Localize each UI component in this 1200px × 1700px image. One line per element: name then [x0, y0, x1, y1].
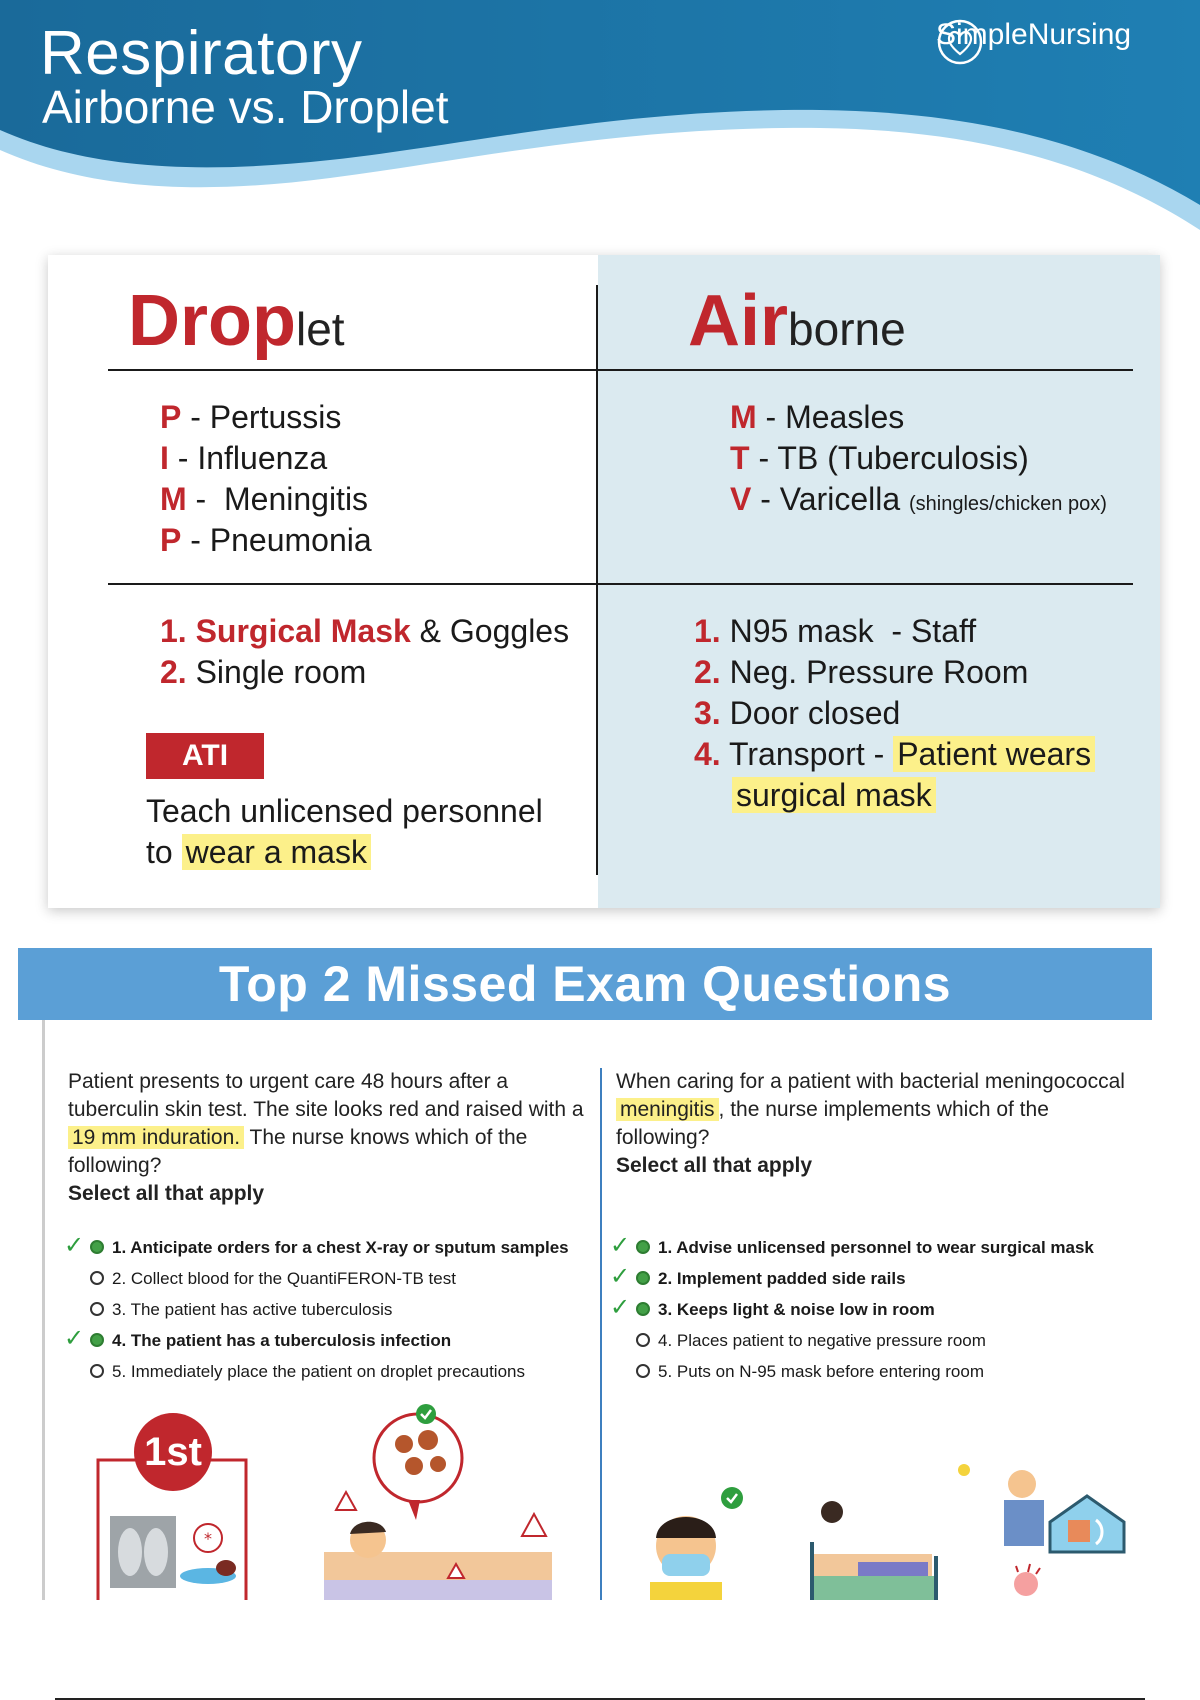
- question-2-text: When caring for a patient with bacterial meningococcal meningitis , the nurse implements which of the following? Select all that apply: [616, 1070, 1125, 1177]
- answer-option[interactable]: ✓ 4. The patient has a tuberculosis infection: [64, 1325, 452, 1352]
- answer-option[interactable]: 5. Immediately place the patient on droplet precautions: [90, 1356, 569, 1387]
- title-rule: [108, 369, 1133, 371]
- light-noise-illustration: [956, 1460, 1132, 1600]
- question-divider: [600, 1068, 602, 1600]
- first-badge: 1st: [134, 1413, 212, 1491]
- radio-icon: [90, 1333, 104, 1347]
- list-item: 1. Surgical Mask & Goggles: [160, 613, 570, 649]
- checkmark-icon: ✓: [610, 1232, 631, 1259]
- airborne-title: Airborne: [688, 281, 906, 361]
- airborne-precaution-list: 1. N95 mask - Staff 2. Neg. Pressure Room 3. Door closed 4. Transport - Patient wears surgical mask: [694, 611, 1095, 816]
- question-2-options: [610, 1232, 1094, 1387]
- brand-name: SimpleNursing: [936, 18, 1132, 51]
- section-rule: [108, 583, 1133, 585]
- column-divider: [596, 285, 598, 875]
- radio-icon: [90, 1240, 104, 1254]
- radio-icon: [90, 1302, 104, 1316]
- answer-option[interactable]: 2. Collect blood for the QuantiFERON-TB test: [90, 1263, 569, 1294]
- page-title: Respiratory: [40, 19, 363, 88]
- page-subtitle: Airborne vs. Droplet: [42, 81, 449, 133]
- list-item: 3. Door closed: [694, 695, 901, 731]
- radio-icon: [636, 1271, 650, 1285]
- stethoscope-heart-icon: [936, 18, 984, 66]
- droplet-title: Droplet: [128, 281, 345, 361]
- patient-in-bed-illustration: [324, 1402, 556, 1600]
- answer-option[interactable]: 3. The patient has active tuberculosis: [90, 1294, 569, 1325]
- radio-icon: [90, 1271, 104, 1285]
- answer-option[interactable]: 4. Places patient to negative pressure room: [636, 1325, 1094, 1356]
- answer-option[interactable]: ✓ 1. Advise unlicensed personnel to wear surgical mask: [610, 1232, 1094, 1259]
- radio-icon: [636, 1364, 650, 1378]
- exam-questions-banner: Top 2 Missed Exam Questions: [18, 948, 1152, 1020]
- list-item: I - Influenza: [160, 440, 328, 476]
- answer-option[interactable]: ✓ 3. Keeps light & noise low in room: [610, 1294, 935, 1321]
- list-item: T - TB (Tuberculosis): [730, 440, 1029, 476]
- droplet-precaution-list: [160, 611, 569, 693]
- svg-text:*: *: [204, 1529, 212, 1548]
- masked-person-illustration: [644, 1484, 744, 1600]
- header-banner: [0, 0, 1200, 250]
- ati-note: Teach unlicensed personnel to wear a mask: [146, 793, 543, 870]
- airborne-disease-list: [730, 397, 1107, 525]
- padded-bed-illustration: [808, 1496, 940, 1600]
- checkmark-icon: ✓: [64, 1232, 85, 1259]
- radio-icon: [636, 1240, 650, 1254]
- droplet-disease-list: [160, 397, 372, 561]
- checkmark-icon: ✓: [64, 1325, 85, 1352]
- list-item: M - Measles: [730, 399, 905, 435]
- checkmark-icon: ✓: [610, 1294, 631, 1321]
- radio-icon: [636, 1302, 650, 1316]
- brand-logo: [936, 18, 1131, 52]
- radio-icon: [636, 1333, 650, 1347]
- radio-icon: [90, 1364, 104, 1378]
- list-item: P - Pertussis: [160, 399, 342, 435]
- list-item: 2. Single room: [160, 654, 367, 690]
- list-item: V - Varicella (shingles/chicken pox): [730, 481, 1107, 517]
- answer-option[interactable]: ✓ 2. Implement padded side rails: [610, 1263, 906, 1290]
- answer-option[interactable]: ✓ 1. Anticipate orders for a chest X-ray or sputum samples: [64, 1232, 569, 1259]
- ati-badge: ATI: [146, 733, 264, 779]
- list-item: 1. N95 mask - Staff: [694, 613, 977, 649]
- question-frame-border: [42, 1020, 45, 1600]
- question-1-text: Patient presents to urgent care 48 hours after a tuberculin skin test. The site looks red and raised with a 19 mm induration. The nurse knows which of the following? Select all that apply: [68, 1070, 584, 1205]
- checkmark-icon: ✓: [610, 1263, 631, 1290]
- list-item: M - Meningitis: [160, 481, 369, 517]
- list-item: P - Pneumonia: [160, 522, 372, 558]
- answer-option[interactable]: 5. Puts on N-95 mask before entering room: [636, 1356, 1094, 1387]
- question-1-options: [64, 1232, 569, 1387]
- comparison-card: [48, 255, 1160, 908]
- list-item: 2. Neg. Pressure Room: [694, 654, 1029, 690]
- list-item: 4. Transport - Patient wears: [694, 734, 1095, 775]
